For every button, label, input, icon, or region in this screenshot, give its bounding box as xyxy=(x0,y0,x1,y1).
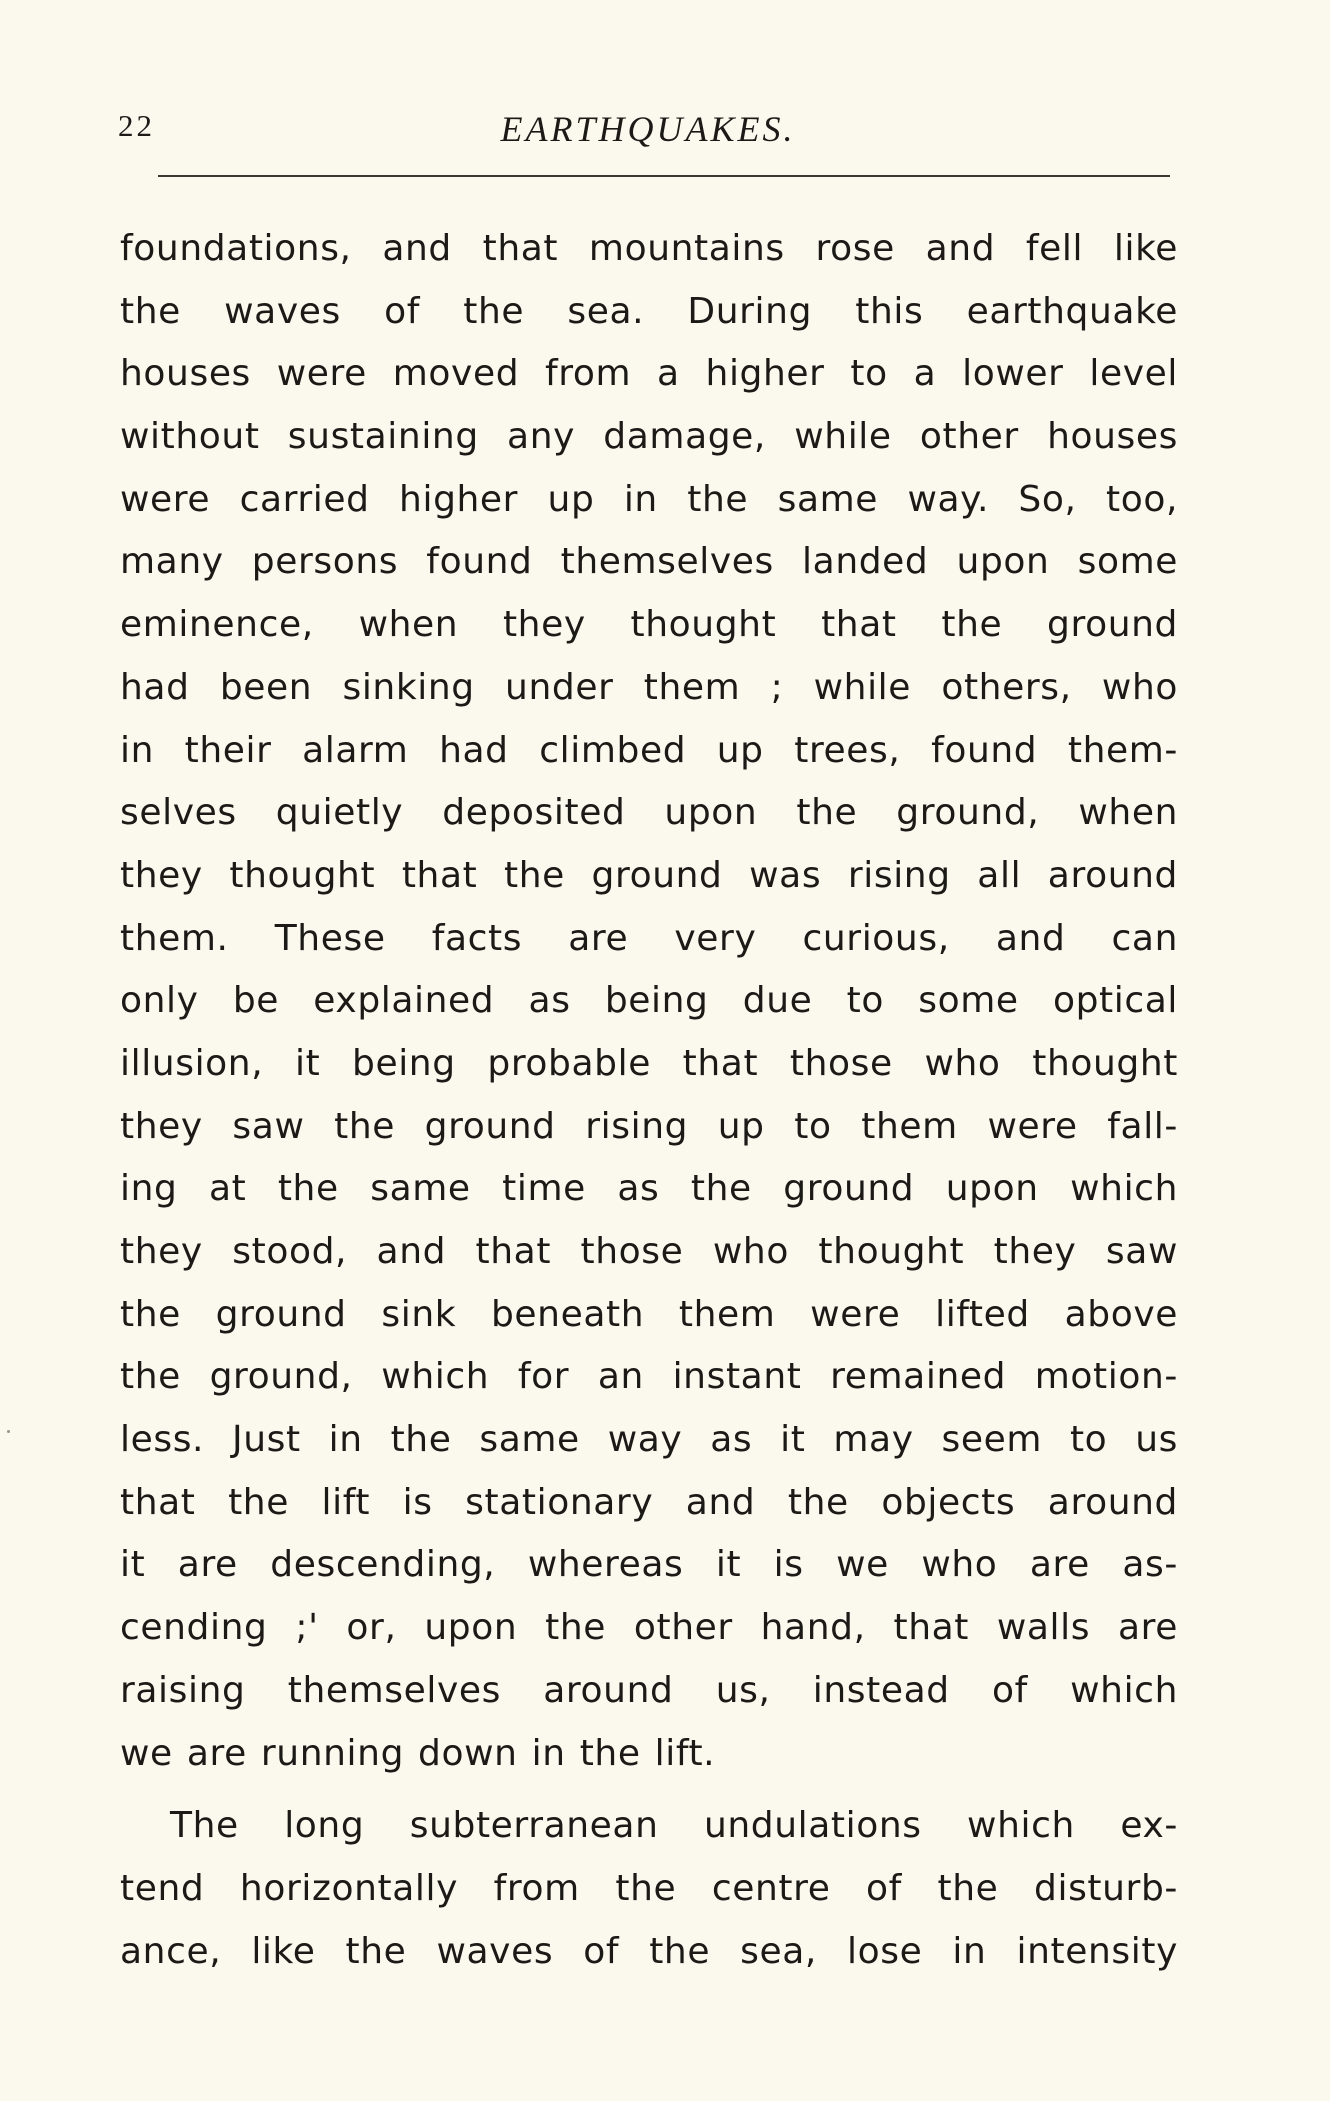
text-line: many persons found themselves landed upon some xyxy=(120,541,1178,583)
text-line: houses were moved from a higher to a lower level xyxy=(120,353,1178,395)
text-line: the ground sink beneath them were lifted above xyxy=(120,1293,1178,1335)
text-line: ance, like the waves of the sea, lose in intensity xyxy=(120,1930,1178,1972)
text-line: them. These facts are very curious, and can xyxy=(120,917,1178,959)
text-line: it are descending, whereas it is we who are as- xyxy=(120,1544,1178,1586)
paper-speck xyxy=(7,1430,10,1433)
text-line: the waves of the sea. During this earthquake xyxy=(120,290,1178,332)
text-line: the ground, which for an instant remained motion- xyxy=(120,1356,1178,1398)
text-line: cending ;' or, upon the other hand, that walls are xyxy=(120,1607,1178,1649)
text-line: only be explained as being due to some optical xyxy=(120,980,1178,1022)
page-number: 22 xyxy=(118,108,155,143)
paragraph-gap xyxy=(120,1785,1178,1795)
text-line: they thought that the ground was rising all around xyxy=(120,854,1178,896)
header-rule xyxy=(158,175,1170,177)
text-line: foundations, and that mountains rose and fell like xyxy=(120,228,1178,269)
text-line: they stood, and that those who thought they saw xyxy=(120,1231,1178,1272)
text-line: in their alarm had climbed up trees, found them- xyxy=(120,729,1178,771)
text-line: that the lift is stationary and the objects around xyxy=(120,1481,1178,1523)
text-line: raising themselves around us, instead of which xyxy=(120,1669,1178,1711)
paragraph-2 xyxy=(120,1795,1178,1983)
text-line: tend horizontally from the centre of the disturb- xyxy=(120,1867,1178,1909)
body-text xyxy=(120,218,1178,1983)
text-line: were carried higher up in the same way. So, too, xyxy=(120,478,1178,520)
running-title: EARTHQUAKES. xyxy=(500,109,796,149)
text-line: we are running down in the lift. xyxy=(120,1732,716,1774)
running-head xyxy=(118,108,1178,152)
text-line: without sustaining any damage, while other houses xyxy=(120,416,1178,458)
text-line: eminence, when they thought that the ground xyxy=(120,604,1178,646)
text-line: selves quietly deposited upon the ground, when xyxy=(120,792,1178,834)
paragraph-1 xyxy=(120,218,1178,1785)
text-line: less. Just in the same way as it may seem to us xyxy=(120,1419,1178,1461)
text-line: they saw the ground rising up to them were fall- xyxy=(120,1105,1178,1147)
text-line: The long subterranean undulations which ex- xyxy=(170,1805,1178,1847)
text-line: ing at the same time as the ground upon which xyxy=(120,1168,1178,1210)
text-line: had been sinking under them ; while others, who xyxy=(120,666,1178,708)
text-line: illusion, it being probable that those who thought xyxy=(120,1042,1178,1084)
